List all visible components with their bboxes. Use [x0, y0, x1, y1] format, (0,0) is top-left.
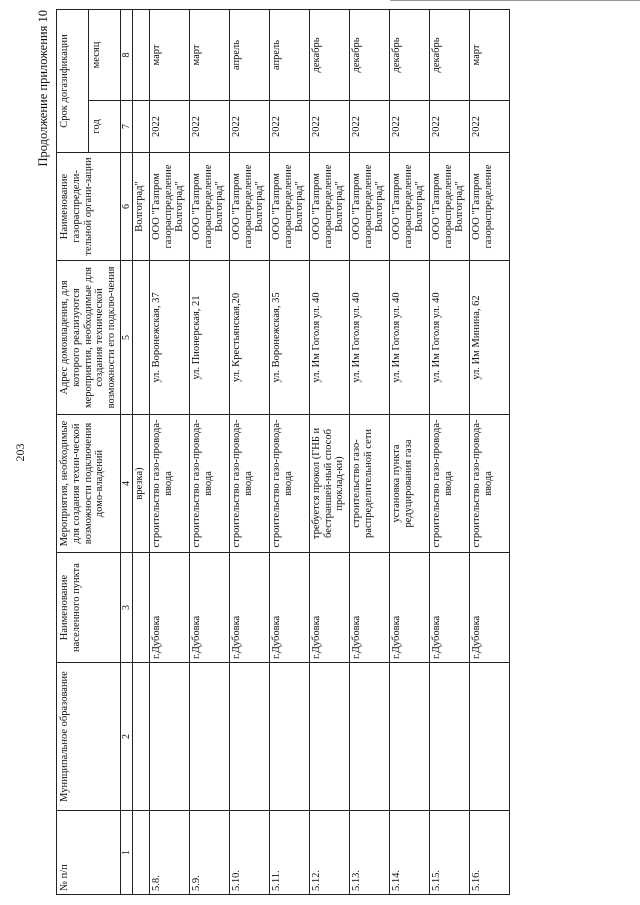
- cell-address: ул. Им Минина, 62: [469, 261, 509, 415]
- cell-year: 2022: [309, 101, 349, 153]
- cell-month: декабрь: [429, 9, 469, 100]
- cell-month: декабрь: [309, 9, 349, 100]
- cell-month: март: [469, 9, 509, 100]
- cell-year: 2022: [389, 101, 429, 153]
- col-number: 6: [120, 153, 132, 261]
- cell-settlement: г.Дубовка: [309, 553, 349, 663]
- cell-num: 5.12.: [309, 811, 349, 895]
- cell-year: 2022: [189, 101, 229, 153]
- cell-address: ул. Воронежская, 37: [149, 261, 189, 415]
- table-row: [349, 9, 389, 894]
- col-number: 4: [120, 415, 132, 553]
- cell-num: 5.11.: [269, 811, 309, 895]
- page-number: 203: [13, 443, 27, 462]
- cell-settlement: г.Дубовка: [229, 553, 269, 663]
- cell-municipality: [429, 663, 469, 811]
- table-row: [269, 9, 309, 894]
- cell-municipality: [132, 663, 149, 811]
- table-row: [429, 9, 469, 894]
- col-number: 8: [120, 9, 132, 100]
- col-number: 2: [120, 663, 132, 811]
- cell-gdo: ООО "Газпром газораспределение Волгоград": [269, 153, 309, 261]
- cell-num: 5.16.: [469, 811, 509, 895]
- cell-num: 5.8.: [149, 811, 189, 895]
- col-number: 7: [120, 101, 132, 153]
- cell-address: ул. Им Гоголя ул. 40: [389, 261, 429, 415]
- cell-month: апрель: [269, 9, 309, 100]
- cell-settlement: г.Дубовка: [349, 553, 389, 663]
- cell-month: декабрь: [349, 9, 389, 100]
- cell-month: декабрь: [389, 9, 429, 100]
- cell-num: 5.10.: [229, 811, 269, 895]
- cell-measures: требуется прокол (ГНБ и бестраншей-ный способ проклад-ки): [309, 415, 349, 553]
- cell-settlement: г.Дубовка: [469, 553, 509, 663]
- col-number: 3: [120, 553, 132, 663]
- cell-gdo: ООО "Газпром газораспределение Волгоград": [149, 153, 189, 261]
- cell-num: 5.14.: [389, 811, 429, 895]
- header-num: № п/п: [57, 811, 121, 895]
- header-deadline: Срок догазификации: [57, 9, 89, 152]
- cell-municipality: [469, 663, 509, 811]
- cell-gdo: ООО "Газпром газораспределение Волгоград": [189, 153, 229, 261]
- cell-gdo: Волгоград": [132, 153, 149, 261]
- cell-municipality: [349, 663, 389, 811]
- gasification-table: [56, 9, 510, 895]
- cell-settlement: г.Дубовка: [189, 553, 229, 663]
- cell-settlement: г.Дубовка: [429, 553, 469, 663]
- header-gdo: Наименование газораспредели-тельной органи-зации: [57, 153, 121, 261]
- cell-municipality: [229, 663, 269, 811]
- header-municipality: Муниципальное образование: [57, 663, 121, 811]
- cell-year: 2022: [269, 101, 309, 153]
- cell-year: 2022: [229, 101, 269, 153]
- cell-address: ул. Им Гоголя ул. 40: [349, 261, 389, 415]
- cell-measures: строительство газо-провода-ввода: [189, 415, 229, 553]
- col-number: 1: [120, 811, 132, 895]
- rotated-page: [10, 10, 630, 895]
- cell-gdo: ООО "Газпром газораспределение Волгоград": [389, 153, 429, 261]
- top-rule: [390, 0, 640, 1]
- cell-measures: строительство газо-провода-ввода: [229, 415, 269, 553]
- table-row: [469, 9, 509, 894]
- header-year: год: [88, 101, 120, 153]
- header-settlement: Наименование населенного пункта: [57, 553, 121, 663]
- cell-year: 2022: [469, 101, 509, 153]
- cell-num: 5.13.: [349, 811, 389, 895]
- cell-year: [132, 101, 149, 153]
- cell-municipality: [149, 663, 189, 811]
- cell-gdo: ООО "Газпром газораспределение Волгоград": [349, 153, 389, 261]
- cell-municipality: [389, 663, 429, 811]
- col-number: 5: [120, 261, 132, 415]
- cell-measures: врезка): [132, 415, 149, 553]
- cell-gdo: ООО "Газпром газораспределение Волгоград": [429, 153, 469, 261]
- continuation-row: [132, 9, 149, 894]
- cell-year: 2022: [149, 101, 189, 153]
- cell-month: март: [189, 9, 229, 100]
- cell-num: [132, 811, 149, 895]
- cell-address: ул. Им Гоголя ул. 40: [309, 261, 349, 415]
- cell-measures: строительство газо-провода-ввода: [149, 415, 189, 553]
- table-row: [149, 9, 189, 894]
- cell-num: 5.15.: [429, 811, 469, 895]
- table-row: [309, 9, 349, 894]
- cell-address: [132, 261, 149, 415]
- cell-address: ул. Воронежская, 35: [269, 261, 309, 415]
- cell-municipality: [189, 663, 229, 811]
- appendix-continuation: Продолжение приложения 10: [36, 10, 50, 167]
- cell-address: ул. Пионерская, 21: [189, 261, 229, 415]
- cell-settlement: [132, 553, 149, 663]
- cell-gdo: ООО "Газпром газораспределение Волгоград": [309, 153, 349, 261]
- cell-settlement: г.Дубовка: [389, 553, 429, 663]
- cell-month: апрель: [229, 9, 269, 100]
- header-address: Адрес домовладения, для которого реализуются мероприятия, необходимые для создания технической возможности его подклю-чения: [57, 261, 121, 415]
- cell-gdo: ООО "Газпром газораспределение: [469, 153, 509, 261]
- header-month: месяц: [88, 9, 120, 100]
- cell-measures: строительство газо-провода-ввода: [269, 415, 309, 553]
- cell-settlement: г.Дубовка: [269, 553, 309, 663]
- cell-month: [132, 9, 149, 100]
- cell-year: 2022: [429, 101, 469, 153]
- cell-year: 2022: [349, 101, 389, 153]
- cell-address: ул. Им Гоголя ул. 40: [429, 261, 469, 415]
- cell-measures: установка пункта редуцирования газа: [389, 415, 429, 553]
- table-row: [229, 9, 269, 894]
- cell-gdo: ООО "Газпром газораспределение Волгоград": [229, 153, 269, 261]
- cell-settlement: г.Дубовка: [149, 553, 189, 663]
- cell-measures: строительство газо-провода-ввода: [429, 415, 469, 553]
- cell-address: ул. Крестьянская,20: [229, 261, 269, 415]
- cell-municipality: [269, 663, 309, 811]
- cell-num: 5.9.: [189, 811, 229, 895]
- cell-measures: строительство газо-провода-ввода: [469, 415, 509, 553]
- cell-municipality: [309, 663, 349, 811]
- table-row: [189, 9, 229, 894]
- cell-measures: строительство газо-распределительной сети: [349, 415, 389, 553]
- cell-month: март: [149, 9, 189, 100]
- table-row: [389, 9, 429, 894]
- header-measures: Мероприятия, необходимые для создания техни-ческой возможности подключения домо-владений: [57, 415, 121, 553]
